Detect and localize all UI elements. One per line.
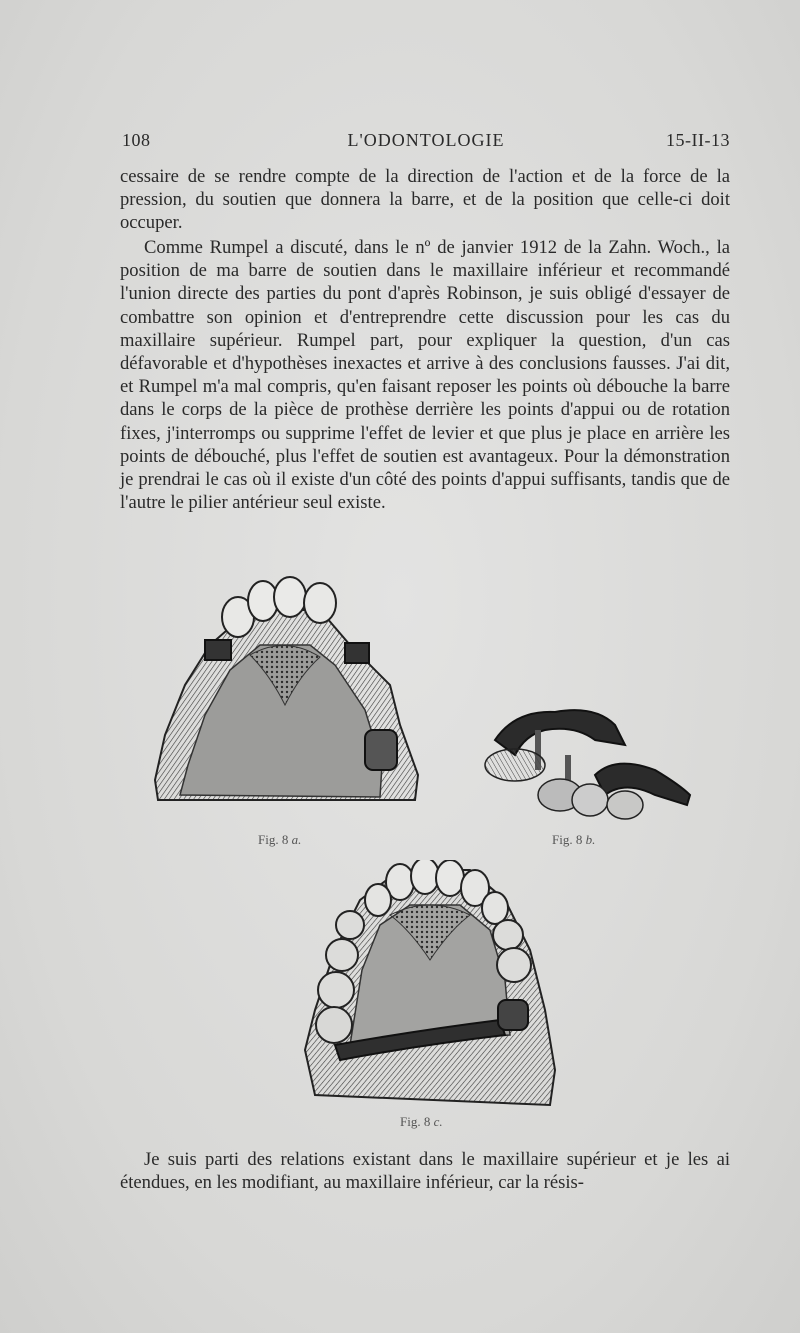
figure-8c-caption-letter: c. bbox=[433, 1114, 443, 1129]
figure-8a-caption bbox=[258, 832, 301, 848]
page-number: 108 bbox=[122, 130, 151, 150]
running-header bbox=[122, 130, 730, 158]
figure-8b-illustration bbox=[475, 700, 695, 825]
journal-title: L'ODONTOLOGIE bbox=[347, 130, 505, 150]
figure-8c-caption-prefix: Fig. 8 bbox=[400, 1114, 434, 1129]
paragraph-1: cessaire de se rendre compte de la direction de l'action et de la force de la pression, du soutien que donnera la barre, et de la position que celle-ci doit occuper. bbox=[120, 166, 730, 234]
issue-date: 15-II-13 bbox=[666, 130, 730, 150]
figure-8a-caption-prefix: Fig. 8 bbox=[258, 832, 292, 847]
paragraph-2: Comme Rumpel a discuté, dans le nº de janvier 1912 de la Zahn. Woch., la position de ma barre de soutien dans le maxillaire inférieur et recommandé l'union directe des parties du pont d'après Robinson, je suis obligé d'essayer de combattre son opinion et d'entreprendre cette discussion pour les cas du maxillaire supérieur. Rumpel part, pour expliquer la question, d'un cas défavorable et d'hypothèses inexactes et arrive à des conclusions fausses. J'ai dit, et Rumpel m'a mal compris, qu'en faisant reposer les points où débouche la barre dans le corps de la pièce de prothèse derrière les points d'appui ou de rotation fixes, j'interromps ou supprime l'effet de levier et que plus je place en arrière les points de débouché, plus l'effet de soutien est avantageux. Pour la démonstration je prendrai le cas où il existe d'un côté des points d'appui suffisants, tandis que de l'autre le pilier antérieur seul existe. bbox=[120, 237, 730, 514]
figure-8a-illustration bbox=[150, 575, 425, 825]
paragraph-3: Je suis parti des relations existant dans le maxillaire supérieur et je les ai étendues, en les modifiant, au maxillaire inférieur, car la résis- bbox=[120, 1149, 730, 1194]
figure-8a-caption-letter: a. bbox=[291, 832, 302, 847]
figure-8c-caption bbox=[400, 1114, 443, 1130]
figure-8c-illustration bbox=[300, 860, 560, 1110]
figure-8b-caption bbox=[552, 832, 595, 848]
figure-8b-caption-prefix: Fig. 8 bbox=[552, 832, 586, 847]
figure-8b-caption-letter: b. bbox=[585, 832, 596, 847]
